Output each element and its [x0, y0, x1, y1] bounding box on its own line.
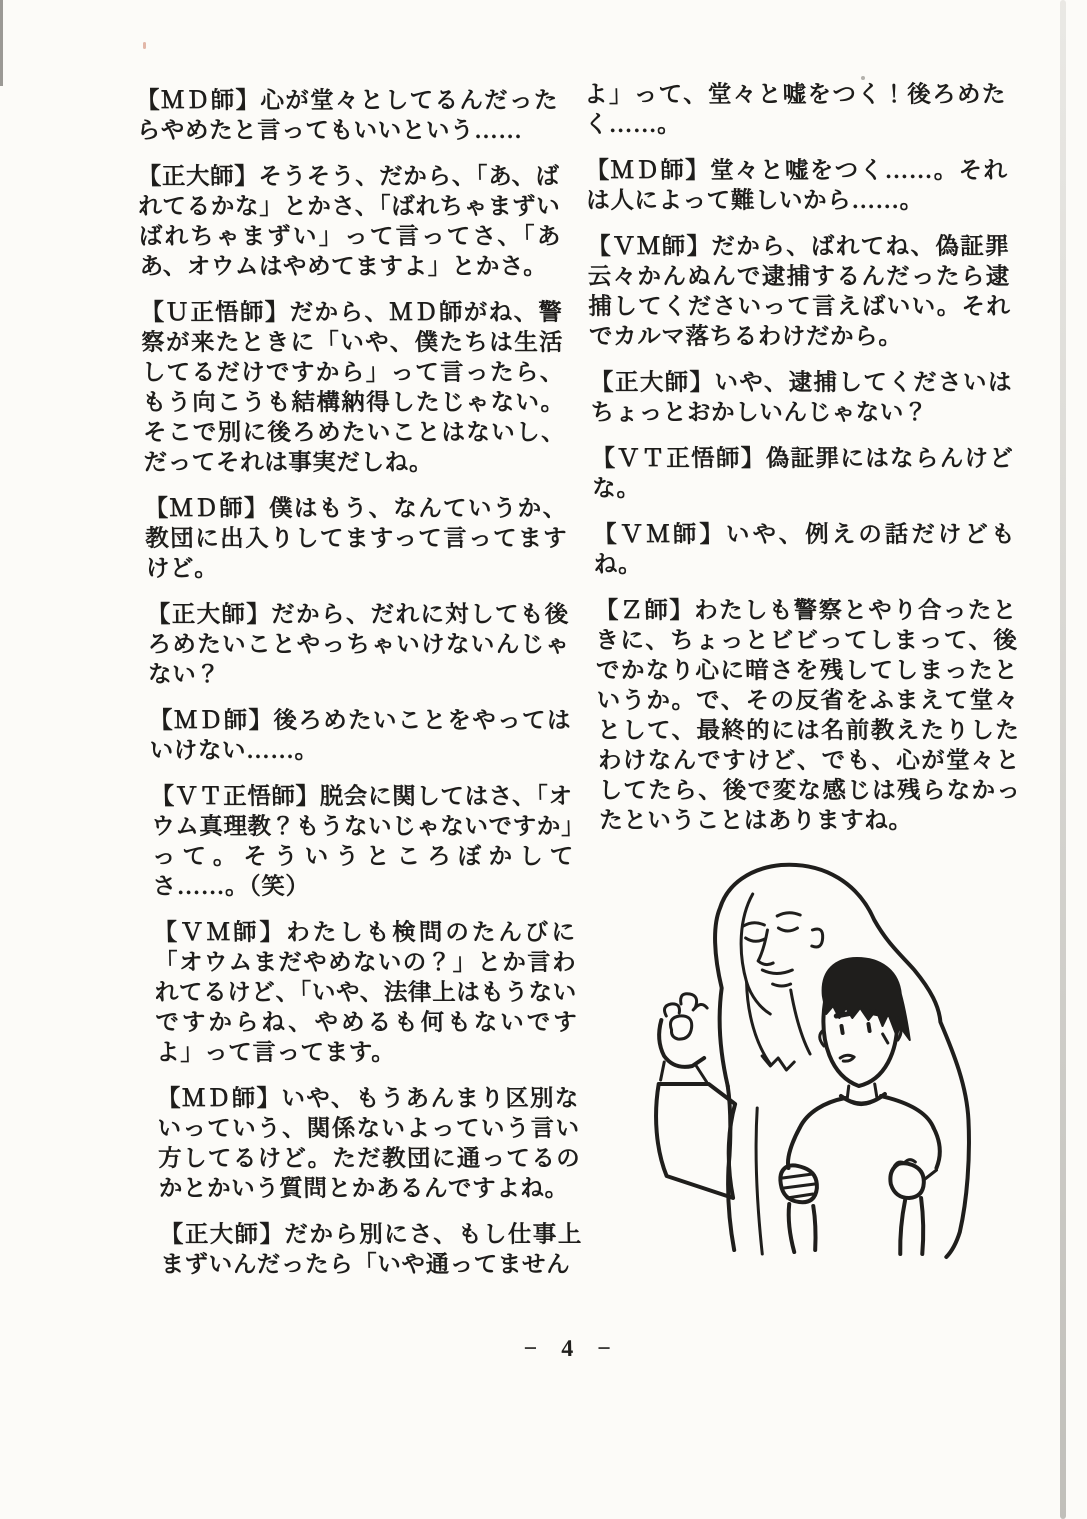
dialogue-paragraph: 【ＭＤ師】後ろめたいことをやってはいけない……。 — [148, 708, 572, 764]
jesus-and-young-man-illustration — [630, 858, 1026, 1262]
scan-edge-sliver-left — [0, 0, 3, 86]
dialogue-paragraph: 【ＶＴ正悟師】偽証罪にはならんけどな。 — [591, 446, 1014, 502]
dialogue-paragraph: 【ＶＴ正悟師】脱会に関してはさ、「オウム真理教？もうないじゃないですか」って。そういうところぼかしてさ……。（笑） — [150, 784, 575, 900]
left-text-column — [136, 86, 583, 1296]
dialogue-paragraph: 【Ｚ師】わたしも警察とやり合ったときに、ちょっとビビってしまって、後でかなり心に暗さを残してしまったというか。で、その反省をふまえて堂々として、最終的には名前教えたりしたわけなんですけど、でも、心が堂々としてたら、後で変な感じは残らなかったということはありますね。 — [594, 598, 1021, 834]
dialogue-paragraph: 【ＶＭ師】わたしも検問のたんびに「オウムまだやめないの？」とか言われてるけど、「いや、法律上はもうないですからね、やめるも何もないですよ」って言ってます。 — [153, 920, 578, 1066]
dialogue-paragraph: よ」って、堂々と嘘をつく！後ろめたく……。 — [583, 82, 1007, 138]
dialogue-paragraph: 【正大師】そうそう、だから、「あ、ばれてるかな」とかさ、「ばれちゃまずいばれちゃまずい」って言ってさ、「ああ、オウムはやめてますよ」とかさ。 — [137, 164, 562, 280]
dialogue-paragraph: 【ＶＭ師】だから、ばれてね、偽証罪云々かんぬんで逮捕するんだったら逮捕してくださいって言えばいい。それでカルマ落ちるわけだから。 — [586, 234, 1011, 350]
dialogue-paragraph: 【ＶＭ師】いや、例えの話だけどもね。 — [592, 522, 1016, 578]
young-man-figure — [776, 958, 942, 1254]
scan-speck — [143, 42, 146, 49]
dialogue-paragraph: 【ＭＤ師】いや、もうあんまり区別ないっていう、関係ないよっていう言い方してるけど。ただ教団に通ってるのかとかいう質問とかあるんですよね。 — [156, 1086, 581, 1202]
dialogue-paragraph: 【ＭＤ師】僕はもう、なんていうか、教団に出入りしてますって言ってますけど。 — [144, 496, 568, 582]
dialogue-paragraph: 【正大師】だから別にさ、もし仕事上まずいんだったら「いや通ってません — [159, 1222, 583, 1278]
dialogue-paragraph: 【ＭＤ師】堂々と嘘をつく……。それは人によって難しいから……。 — [585, 158, 1008, 214]
dialogue-paragraph: 【正大師】だから、だれに対しても後ろめたいことやっちゃいけないんじゃない？ — [146, 602, 570, 688]
scan-edge-shadow-right — [1060, 0, 1066, 1519]
dialogue-paragraph: 【ＭＤ師】心が堂々としてるんだったらやめたと言ってもいいという…… — [135, 88, 559, 144]
scan-speck — [861, 76, 865, 80]
dialogue-paragraph: 【Ｕ正悟師】だから、ＭＤ師がね、警察が来たときに「いや、僕たちは生活してるだけですから」って言ったら、もう向こうも結構納得したじゃない。そこで別に後ろめたいことはないし、だってそれは事実だしね。 — [140, 300, 566, 476]
dialogue-paragraph: 【正大師】いや、逮捕してくださいはちょっとおかしいんじゃない？ — [589, 370, 1013, 426]
line-drawing-svg — [630, 858, 1026, 1262]
page-number: − 4 − — [523, 1336, 621, 1362]
